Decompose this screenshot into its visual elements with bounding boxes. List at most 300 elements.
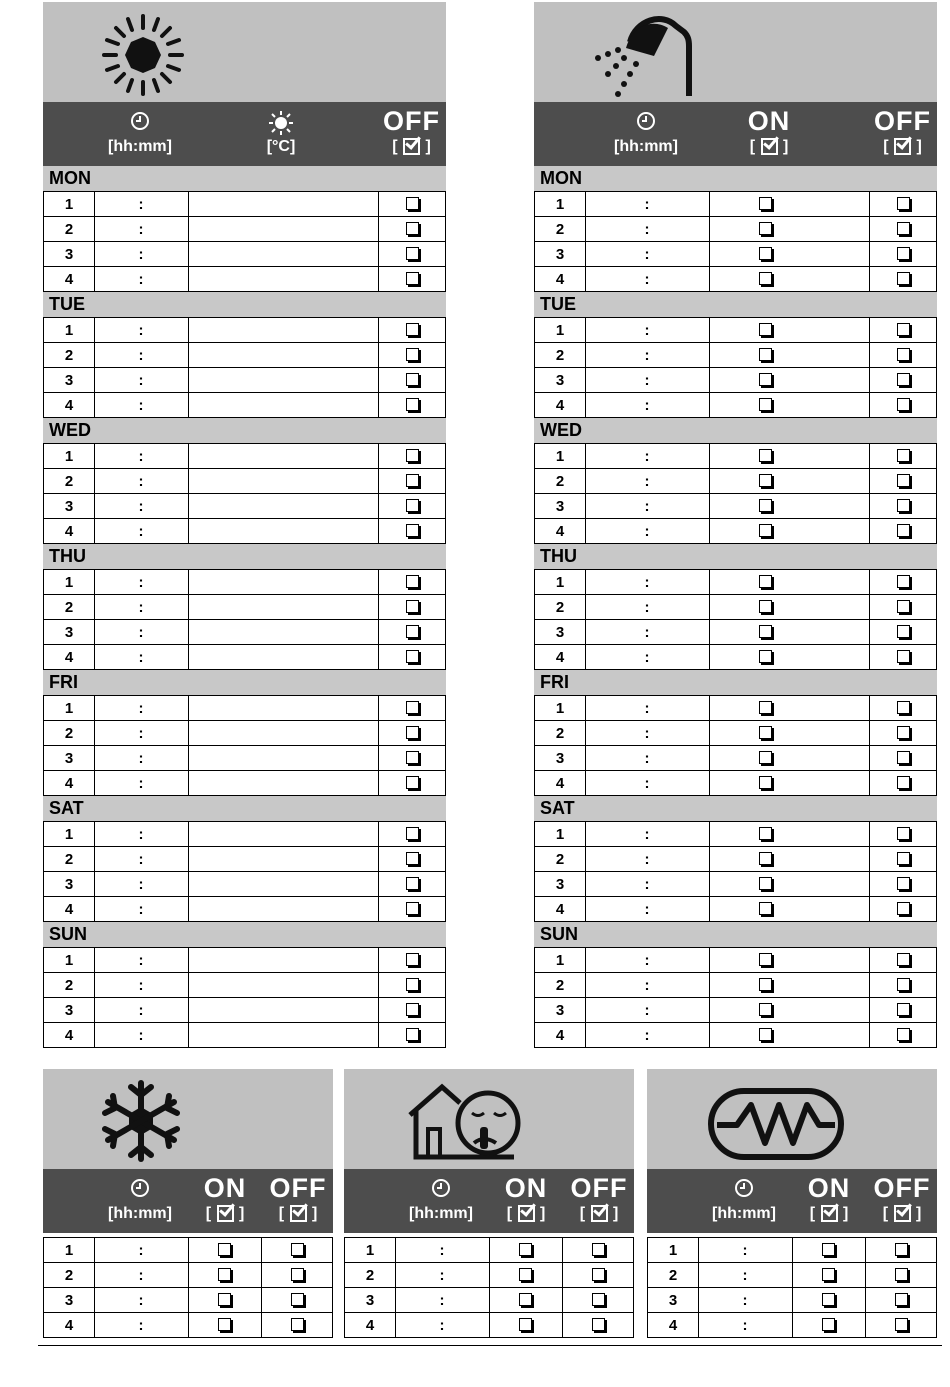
schedule-row: [648, 1238, 936, 1263]
time-entry-field[interactable]: :: [138, 901, 144, 918]
checkbox[interactable]: [897, 323, 910, 336]
slot-number: 2: [668, 1267, 678, 1284]
time-entry-field[interactable]: :: [644, 775, 650, 792]
slot-number: 1: [64, 700, 74, 717]
checkbox[interactable]: [759, 852, 772, 865]
checkbox[interactable]: [406, 272, 419, 285]
time-entry-field[interactable]: :: [138, 826, 144, 843]
checkbox[interactable]: [406, 348, 419, 361]
checkbox[interactable]: [822, 1293, 835, 1306]
temperature-entry-field[interactable]: [188, 444, 378, 468]
time-entry-field[interactable]: :: [644, 196, 650, 213]
schedule-row: [44, 267, 445, 291]
checkbox[interactable]: [592, 1243, 605, 1256]
slot-number: 3: [64, 1292, 74, 1309]
time-entry-field[interactable]: :: [138, 624, 144, 641]
checkbox[interactable]: [897, 247, 910, 260]
checkbox-cell: [378, 318, 447, 342]
time-entry-field[interactable]: :: [644, 523, 650, 540]
checkbox[interactable]: [759, 474, 772, 487]
checkbox[interactable]: [897, 600, 910, 613]
checkbox[interactable]: [406, 222, 419, 235]
checkbox-cell: [378, 973, 447, 997]
time-entry-field[interactable]: :: [644, 473, 650, 490]
time-entry-field[interactable]: :: [644, 322, 650, 339]
checkbox[interactable]: [406, 953, 419, 966]
time-entry-field[interactable]: :: [138, 1267, 144, 1284]
slot-number: 2: [64, 473, 74, 490]
time-entry-field[interactable]: :: [644, 901, 650, 918]
checkbox[interactable]: [759, 776, 772, 789]
time-entry-field[interactable]: :: [644, 952, 650, 969]
checkbox[interactable]: [406, 650, 419, 663]
checkbox[interactable]: [759, 272, 772, 285]
checkbox[interactable]: [759, 323, 772, 336]
time-entry-field[interactable]: :: [138, 196, 144, 213]
schedule-row: [648, 1288, 936, 1313]
time-entry-field[interactable]: :: [644, 221, 650, 238]
schedule-row: [44, 570, 445, 595]
time-entry-field[interactable]: :: [138, 876, 144, 893]
time-entry-field[interactable]: :: [742, 1267, 748, 1284]
day-slots: [534, 317, 937, 418]
checkbox[interactable]: [897, 776, 910, 789]
temperature-entry-field[interactable]: [188, 469, 378, 493]
slot-number: 1: [668, 1242, 678, 1259]
temperature-entry-field[interactable]: [188, 494, 378, 518]
checked-box-icon: [821, 1205, 838, 1222]
checkbox[interactable]: [759, 1028, 772, 1041]
temperature-entry-field[interactable]: [188, 217, 378, 241]
checkbox-cell: [709, 645, 821, 669]
time-entry-field[interactable]: :: [644, 725, 650, 742]
checkbox[interactable]: [406, 600, 419, 613]
time-entry-field[interactable]: :: [644, 1027, 650, 1044]
time-entry-field[interactable]: :: [439, 1292, 445, 1309]
checkbox-cell: [709, 494, 821, 518]
time-entry-field[interactable]: :: [138, 649, 144, 666]
time-entry-field[interactable]: :: [644, 1002, 650, 1019]
time-entry-field[interactable]: :: [439, 1317, 445, 1334]
checkbox-cell: [709, 217, 821, 241]
checkbox-cell: [869, 217, 938, 241]
temperature-entry-field[interactable]: [188, 998, 378, 1022]
checkbox[interactable]: [897, 953, 910, 966]
slot-number: 2: [555, 221, 565, 238]
time-entry-field[interactable]: :: [644, 574, 650, 591]
checkbox[interactable]: [897, 827, 910, 840]
checkbox[interactable]: [759, 877, 772, 890]
slot-number: 3: [64, 246, 74, 263]
checkbox[interactable]: [897, 625, 910, 638]
time-entry-field[interactable]: :: [644, 826, 650, 843]
schedule-row: [345, 1238, 633, 1263]
temperature-entry-field[interactable]: [188, 948, 378, 972]
checkbox[interactable]: [759, 247, 772, 260]
checkbox[interactable]: [406, 726, 419, 739]
checkbox[interactable]: [218, 1243, 231, 1256]
checkbox[interactable]: [897, 499, 910, 512]
checkbox[interactable]: [291, 1318, 304, 1331]
checkbox[interactable]: [897, 701, 910, 714]
time-entry-field[interactable]: :: [138, 725, 144, 742]
checkbox[interactable]: [897, 222, 910, 235]
checkbox[interactable]: [291, 1243, 304, 1256]
slot-number: 4: [64, 901, 74, 918]
time-entry-field[interactable]: :: [644, 624, 650, 641]
checkbox[interactable]: [406, 398, 419, 411]
checkbox-cell: [709, 1023, 821, 1047]
schedule-row: [44, 973, 445, 998]
temperature-entry-field[interactable]: [188, 973, 378, 997]
checkbox-cell: [792, 1238, 865, 1262]
checkbox[interactable]: [897, 524, 910, 537]
checkbox-cell: [869, 872, 938, 896]
checkbox-cell: [869, 267, 938, 291]
on-check-legend: [ ]: [506, 1205, 546, 1222]
day-header-thu: THU: [43, 544, 446, 569]
time-entry-field[interactable]: :: [138, 372, 144, 389]
checkbox[interactable]: [759, 827, 772, 840]
checkbox[interactable]: [759, 222, 772, 235]
checkbox[interactable]: [895, 1243, 908, 1256]
checkbox[interactable]: [759, 751, 772, 764]
time-entry-field[interactable]: :: [644, 397, 650, 414]
schedule-row: [535, 847, 936, 872]
checkbox[interactable]: [822, 1243, 835, 1256]
slot-number: 4: [64, 775, 74, 792]
time-entry-field[interactable]: :: [138, 498, 144, 515]
checkbox[interactable]: [291, 1293, 304, 1306]
temperature-entry-field[interactable]: [188, 645, 378, 669]
checkbox-cell: [378, 998, 447, 1022]
checkbox-cell: [865, 1313, 938, 1337]
time-entry-field[interactable]: :: [742, 1317, 748, 1334]
slot-number: 3: [555, 372, 565, 389]
checkbox[interactable]: [897, 449, 910, 462]
checkbox[interactable]: [759, 449, 772, 462]
checkbox-cell: [709, 948, 821, 972]
checkbox-cell: [378, 948, 447, 972]
time-entry-field[interactable]: :: [138, 574, 144, 591]
checkbox-cell: [869, 847, 938, 871]
temperature-entry-field[interactable]: [188, 368, 378, 392]
checkbox[interactable]: [897, 474, 910, 487]
checkbox[interactable]: [406, 449, 419, 462]
schedule-row: [44, 242, 445, 267]
slot-number: 3: [555, 246, 565, 263]
checkbox[interactable]: [897, 575, 910, 588]
time-entry-field[interactable]: :: [138, 473, 144, 490]
checkbox-cell: [378, 595, 447, 619]
checkbox[interactable]: [406, 1003, 419, 1016]
checkbox[interactable]: [759, 978, 772, 991]
temperature-entry-field[interactable]: [188, 570, 378, 594]
checkbox[interactable]: [592, 1293, 605, 1306]
checkbox[interactable]: [759, 348, 772, 361]
checkbox[interactable]: [406, 902, 419, 915]
time-entry-field[interactable]: :: [138, 599, 144, 616]
time-entry-field[interactable]: :: [138, 322, 144, 339]
time-entry-field[interactable]: :: [138, 1292, 144, 1309]
slot-number: 2: [365, 1267, 375, 1284]
temperature-entry-field[interactable]: [188, 620, 378, 644]
checkbox[interactable]: [519, 1318, 532, 1331]
time-entry-field[interactable]: :: [138, 1027, 144, 1044]
time-entry-field[interactable]: :: [644, 498, 650, 515]
shower-icon: [592, 12, 692, 102]
time-entry-field[interactable]: :: [138, 448, 144, 465]
time-entry-field[interactable]: :: [138, 775, 144, 792]
temperature-entry-field[interactable]: [188, 771, 378, 795]
time-entry-field[interactable]: :: [439, 1267, 445, 1284]
time-entry-field[interactable]: :: [742, 1242, 748, 1259]
temperature-entry-field[interactable]: [188, 822, 378, 846]
checkbox[interactable]: [519, 1243, 532, 1256]
day-slots: [534, 569, 937, 670]
checkbox[interactable]: [592, 1318, 605, 1331]
slot-number: 2: [64, 977, 74, 994]
time-entry-field[interactable]: :: [138, 1242, 144, 1259]
checkbox[interactable]: [759, 701, 772, 714]
time-entry-field[interactable]: :: [644, 851, 650, 868]
checkbox-cell: [869, 897, 938, 921]
checkbox[interactable]: [897, 726, 910, 739]
checkbox[interactable]: [218, 1293, 231, 1306]
checkbox-cell: [378, 872, 447, 896]
checkbox-cell: [869, 973, 938, 997]
clock-icon: [394, 1177, 488, 1204]
time-entry-field[interactable]: :: [644, 700, 650, 717]
checkbox[interactable]: [406, 247, 419, 260]
checkbox[interactable]: [897, 398, 910, 411]
checkbox-cell: [188, 1238, 261, 1262]
checkbox[interactable]: [406, 978, 419, 991]
checkbox[interactable]: [406, 877, 419, 890]
off-check-legend: [ ]: [882, 1205, 922, 1222]
checkbox[interactable]: [406, 701, 419, 714]
slot-number: 4: [668, 1317, 678, 1334]
temperature-entry-field[interactable]: [188, 242, 378, 266]
checkbox-cell: [261, 1238, 334, 1262]
schedule-row: [44, 998, 445, 1023]
schedule-row: [535, 645, 936, 669]
slot-number: 1: [64, 1242, 74, 1259]
temperature-entry-field[interactable]: [188, 696, 378, 720]
temperature-entry-field[interactable]: [188, 267, 378, 291]
time-entry-field[interactable]: :: [644, 649, 650, 666]
checkbox[interactable]: [406, 323, 419, 336]
checkbox-cell: [378, 721, 447, 745]
temperature-entry-field[interactable]: [188, 393, 378, 417]
time-entry-field[interactable]: :: [644, 977, 650, 994]
checkbox[interactable]: [897, 272, 910, 285]
temperature-entry-field[interactable]: [188, 721, 378, 745]
checkbox[interactable]: [897, 751, 910, 764]
temperature-entry-field[interactable]: [188, 897, 378, 921]
time-entry-field[interactable]: :: [644, 372, 650, 389]
checkbox-cell: [378, 746, 447, 770]
schedule-row: [44, 393, 445, 417]
checkbox-cell: [562, 1238, 635, 1262]
day-header-fri: FRI: [534, 670, 937, 695]
checkbox[interactable]: [406, 852, 419, 865]
checkbox[interactable]: [897, 348, 910, 361]
checkbox[interactable]: [406, 776, 419, 789]
time-entry-field[interactable]: :: [644, 246, 650, 263]
time-entry-field[interactable]: :: [138, 851, 144, 868]
checkbox[interactable]: [897, 197, 910, 210]
checkbox[interactable]: [759, 625, 772, 638]
time-entry-field[interactable]: :: [138, 977, 144, 994]
checkbox[interactable]: [406, 1028, 419, 1041]
checkbox-cell: [378, 469, 447, 493]
checkbox[interactable]: [759, 600, 772, 613]
temperature-entry-field[interactable]: [188, 746, 378, 770]
time-entry-field[interactable]: :: [644, 876, 650, 893]
checked-box-icon: [518, 1205, 535, 1222]
checkbox[interactable]: [406, 499, 419, 512]
slot-table: [647, 1237, 937, 1338]
day-slots: [534, 695, 937, 796]
checkbox-cell: [865, 1238, 938, 1262]
time-entry-field[interactable]: :: [138, 750, 144, 767]
time-entry-field[interactable]: :: [138, 271, 144, 288]
time-entry-field[interactable]: :: [138, 700, 144, 717]
time-entry-field[interactable]: :: [644, 347, 650, 364]
time-entry-field[interactable]: :: [138, 347, 144, 364]
checkbox[interactable]: [897, 1028, 910, 1041]
temperature-entry-field[interactable]: [188, 872, 378, 896]
time-entry-field[interactable]: :: [138, 523, 144, 540]
checkbox-cell: [378, 645, 447, 669]
checkbox[interactable]: [895, 1293, 908, 1306]
schedule-row: [535, 444, 936, 469]
checkbox[interactable]: [759, 575, 772, 588]
checkbox[interactable]: [406, 575, 419, 588]
checkbox[interactable]: [895, 1268, 908, 1281]
time-entry-field[interactable]: :: [644, 448, 650, 465]
checkbox[interactable]: [897, 902, 910, 915]
checkbox[interactable]: [759, 499, 772, 512]
temperature-entry-field[interactable]: [188, 595, 378, 619]
checkbox[interactable]: [406, 827, 419, 840]
checkbox[interactable]: [897, 373, 910, 386]
checkbox-cell: [378, 847, 447, 871]
checkbox[interactable]: [291, 1268, 304, 1281]
on-label: ON: [504, 1173, 548, 1203]
checkbox[interactable]: [897, 852, 910, 865]
day-slots: [43, 317, 446, 418]
time-entry-field[interactable]: :: [138, 397, 144, 414]
schedule-row: [44, 897, 445, 921]
time-entry-field[interactable]: :: [138, 1002, 144, 1019]
checkbox[interactable]: [822, 1318, 835, 1331]
time-entry-field[interactable]: :: [644, 271, 650, 288]
checkbox[interactable]: [406, 197, 419, 210]
checkbox-cell: [792, 1288, 865, 1312]
checkbox[interactable]: [897, 877, 910, 890]
time-entry-field[interactable]: :: [439, 1242, 445, 1259]
checked-box-icon: [403, 138, 420, 155]
checkbox[interactable]: [759, 398, 772, 411]
day-header-sat: SAT: [534, 796, 937, 821]
checkbox[interactable]: [519, 1293, 532, 1306]
temperature-entry-field[interactable]: [188, 847, 378, 871]
checkbox-cell: [378, 771, 447, 795]
checkbox[interactable]: [519, 1268, 532, 1281]
time-entry-field[interactable]: :: [644, 599, 650, 616]
checkbox[interactable]: [759, 197, 772, 210]
checkbox[interactable]: [897, 650, 910, 663]
checked-box-icon: [290, 1205, 307, 1222]
checkbox[interactable]: [759, 650, 772, 663]
checkbox[interactable]: [218, 1318, 231, 1331]
checkbox[interactable]: [406, 373, 419, 386]
time-entry-field[interactable]: :: [138, 1317, 144, 1334]
slot-number: 4: [64, 649, 74, 666]
time-entry-field[interactable]: :: [644, 750, 650, 767]
temperature-entry-field[interactable]: [188, 343, 378, 367]
time-entry-field[interactable]: :: [742, 1292, 748, 1309]
temperature-entry-field[interactable]: [188, 318, 378, 342]
temperature-entry-field[interactable]: [188, 192, 378, 216]
checkbox[interactable]: [406, 625, 419, 638]
temperature-entry-field[interactable]: [188, 519, 378, 543]
checkbox[interactable]: [897, 1003, 910, 1016]
temperature-entry-field[interactable]: [188, 1023, 378, 1047]
checkbox-cell: [869, 948, 938, 972]
checkbox[interactable]: [759, 524, 772, 537]
checkbox[interactable]: [592, 1268, 605, 1281]
checkbox[interactable]: [406, 751, 419, 764]
day-header-mon: MON: [43, 166, 446, 191]
schedule-row: [535, 368, 936, 393]
checkbox[interactable]: [759, 953, 772, 966]
checkbox[interactable]: [406, 524, 419, 537]
checkbox[interactable]: [406, 474, 419, 487]
checkbox[interactable]: [759, 902, 772, 915]
checkbox[interactable]: [895, 1318, 908, 1331]
schedule-row: [535, 998, 936, 1023]
checkbox[interactable]: [759, 373, 772, 386]
slot-number: 1: [555, 196, 565, 213]
checkbox[interactable]: [759, 1003, 772, 1016]
time-entry-field[interactable]: :: [138, 952, 144, 969]
checkbox[interactable]: [218, 1268, 231, 1281]
checkbox-cell: [378, 1023, 447, 1047]
slot-number: 2: [64, 599, 74, 616]
time-entry-field[interactable]: :: [138, 246, 144, 263]
checkbox-cell: [709, 519, 821, 543]
hot-water-schedule-panel: [534, 2, 937, 1048]
slot-number: 2: [555, 599, 565, 616]
checkbox-cell: [378, 620, 447, 644]
slot-number: 2: [555, 347, 565, 364]
checkbox[interactable]: [759, 726, 772, 739]
on-label: ON: [807, 1173, 851, 1203]
off-check-legend: [ ]: [278, 1205, 318, 1222]
on-check-legend: [ ]: [809, 1205, 849, 1222]
checkbox-cell: [869, 192, 938, 216]
slot-number: 2: [64, 725, 74, 742]
slot-number: 3: [64, 624, 74, 641]
checkbox-cell: [869, 318, 938, 342]
checkbox[interactable]: [897, 978, 910, 991]
time-entry-field[interactable]: :: [138, 221, 144, 238]
checkbox[interactable]: [822, 1268, 835, 1281]
checkbox-cell: [188, 1288, 261, 1312]
